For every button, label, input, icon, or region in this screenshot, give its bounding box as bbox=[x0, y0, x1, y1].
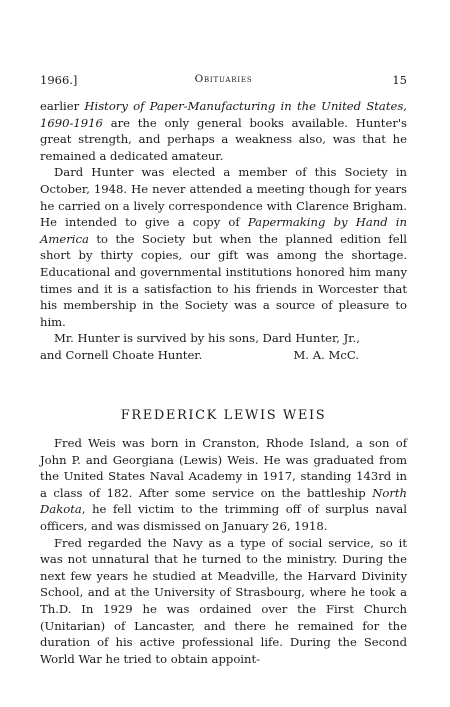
weis-paragraph-2: Fred regarded the Navy as a type of social service, so it was not unnatural that he turned to the ministry. During the next few years he studied at Meadville, the Harvard Divinity School, and at the University of Strasbourg, where he took a Th.D. In 1929 he was ordained over the First Church (Unitarian) of Lancaster, and there he remained for the duration of his active professional life. During the Second World War he tried to obtain appoint- bbox=[40, 535, 407, 666]
hunter-p3-line-2: and Cornell Choate Hunter. bbox=[40, 347, 203, 362]
author-initials: M. A. McC. bbox=[293, 347, 359, 362]
hunter-paragraph-1 bbox=[40, 98, 407, 164]
hunter-p2-book-title: Papermaking by Hand in America bbox=[40, 215, 407, 246]
hunter-paragraph-3 bbox=[40, 330, 407, 347]
hunter-p1-book-title: History of Paper-Manufacturing in the United States, 1690-1916 bbox=[40, 99, 407, 130]
weis-p1-part-b: , he fell victim to the trimming off of surplus naval officers, and was dismissed on January 26, 1918. bbox=[40, 502, 407, 533]
hunter-signoff-line bbox=[40, 347, 407, 364]
hunter-p2-part-a: Dard Hunter was elected a member of this Society in October, 1948. He never attended a meeting though for years he carried on a lively correspondence with Clarence Brigham. He intended to give a copy of bbox=[40, 165, 407, 230]
weis-paragraph-1 bbox=[40, 435, 407, 535]
hunter-p1-rest: are the only general books available. Hunter's great strength, and perhaps a weakness also, was that he remained a dedicated amateur. bbox=[40, 115, 407, 163]
running-head-year: 1966.] bbox=[40, 73, 78, 87]
hunter-p2-part-b: to the Society but when the planned edition fell short by thirty copies, our gift was among the shortage. Educational and governmental institutions honored him many times and it is a satisfaction to his friends in Worcester that his membership in the Society was a source of pleasure to him. bbox=[40, 231, 407, 329]
weis-obituary-text bbox=[40, 435, 407, 667]
weis-p1-ship-name: North Dakota bbox=[40, 485, 407, 517]
obituary-heading: FREDERICK LEWIS WEIS bbox=[120, 408, 327, 423]
hunter-paragraph-2 bbox=[40, 164, 407, 330]
hunter-p3-line-1: Mr. Hunter is survived by his sons, Dard Hunter, Jr., bbox=[54, 331, 360, 346]
weis-p1-part-a: Fred Weis was born in Cranston, Rhode Island, a son of John P. and Georgiana (Lewis) Weis. He was graduated from the United States Naval Academy in 1917, standing 143rd in a class of 182. After some service on the battleship bbox=[40, 436, 407, 500]
running-head bbox=[40, 73, 407, 89]
running-head-section-title: Obituaries bbox=[194, 73, 253, 85]
page-number: 15 bbox=[392, 73, 407, 87]
hunter-obituary-text bbox=[40, 98, 407, 364]
hunter-p1-prefix: earlier bbox=[40, 99, 85, 113]
